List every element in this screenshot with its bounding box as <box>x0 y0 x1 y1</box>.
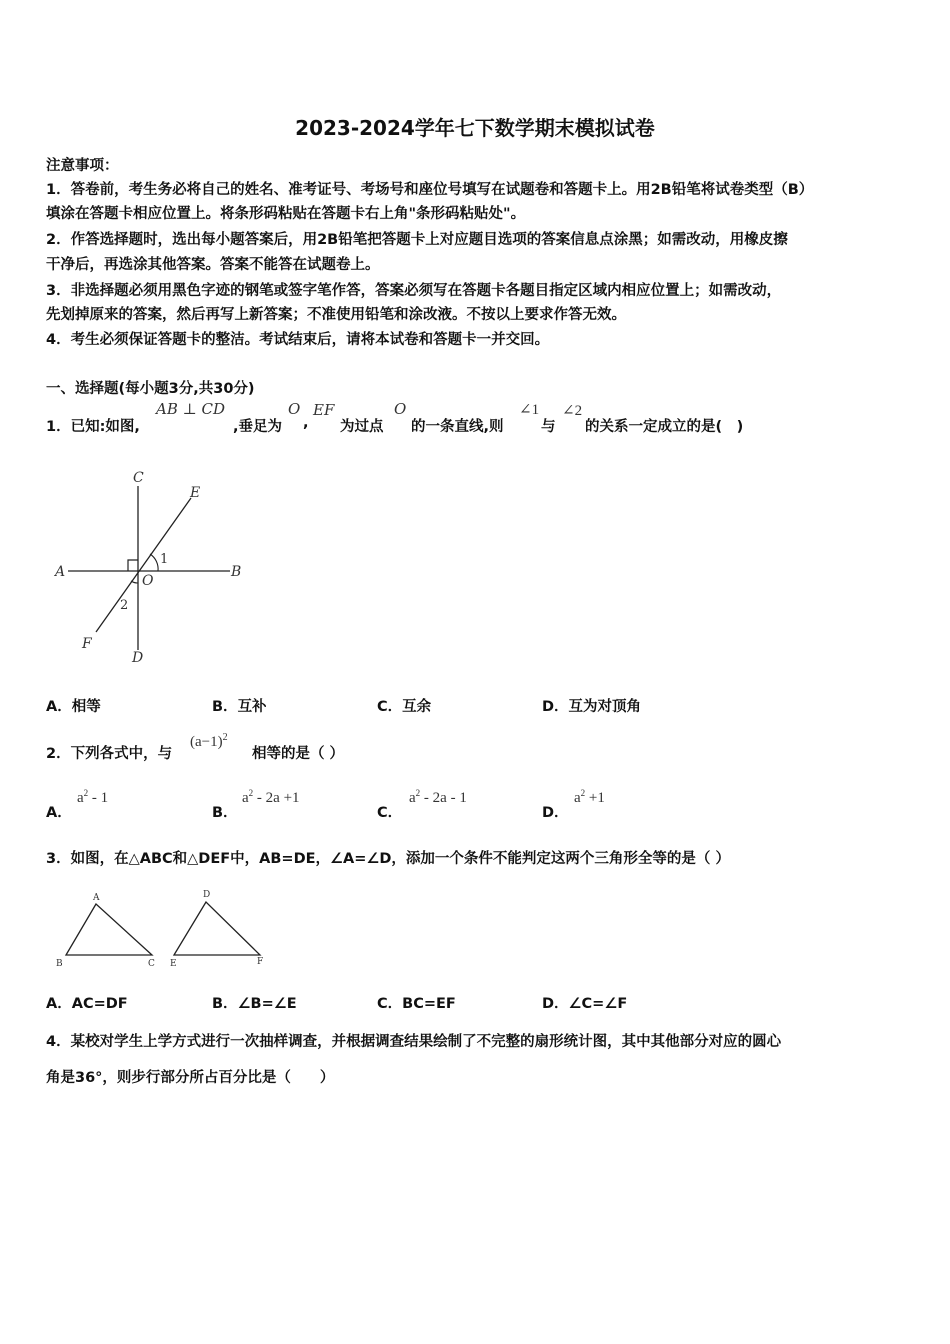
q2-text-2: 相等的是（ ） <box>252 746 345 762</box>
notice-line: 先划掉原来的答案，然后再写上新答案；不准使用铅笔和涂改液。不按以上要求作答无效。 <box>46 307 626 323</box>
q2-option-d-expr[interactable]: $a^2 +1$ <box>574 788 605 806</box>
q2-text-1: 2．下列各式中，与 <box>46 746 173 762</box>
tri-label-c: C <box>148 959 155 969</box>
label-f: F <box>82 636 92 652</box>
q1-text-6: 与 <box>541 419 556 435</box>
tri-label-f: F <box>257 957 264 967</box>
q1-math-ef: EF <box>313 401 335 419</box>
right-angle-mark <box>128 560 138 571</box>
q1-text-7: 的关系一定成立的是( ) <box>585 419 744 435</box>
q4-text-line-1: 4．某校对学生上学方式进行一次抽样调查，并根据调查结果绘制了不完整的扇形统计图，其中其他部分对应的圆心 <box>46 1034 782 1050</box>
q3-option-b[interactable]: B．∠B=∠E <box>212 996 297 1012</box>
notice-line: 4．考生必须保证答题卡的整洁。考试结束后，请将本试卷和答题卡一并交回。 <box>46 332 550 348</box>
q2-option-a-letter[interactable]: A． <box>46 805 72 821</box>
notice-line: 填涂在答题卡相应位置上。将条形码粘贴在答题卡右上角"条形码粘贴处"。 <box>46 206 526 222</box>
q1-text-5: 的一条直线,则 <box>411 419 504 435</box>
q1-math-o: O <box>288 400 301 418</box>
angle-2-arc <box>131 581 138 583</box>
q1-math-ab-perp-cd: AB ⊥ CD <box>156 400 226 418</box>
label-angle-2: 2 <box>120 598 129 613</box>
section-heading: 一、选择题(每小题3分,共30分) <box>46 381 255 397</box>
label-c: C <box>133 470 144 486</box>
tri-label-a: A <box>93 893 100 903</box>
triangle-def <box>174 902 260 955</box>
q1-text-2: ,垂足为 <box>233 419 283 435</box>
tri-label-e: E <box>170 959 177 969</box>
q3-option-c[interactable]: C．BC=EF <box>377 996 456 1012</box>
q1-math-angle2: ∠2 <box>562 403 583 419</box>
label-o: O <box>142 573 154 589</box>
q3-option-a[interactable]: A．AC=DF <box>46 996 128 1012</box>
q1-option-d[interactable]: D．互为对顶角 <box>542 699 642 715</box>
q2-option-d-letter[interactable]: D． <box>542 805 569 821</box>
page-title: 2023-2024学年七下数学期末模拟试卷 <box>295 116 655 140</box>
q1-text-3: , <box>303 415 309 431</box>
q4-text-line-2: 角是36°，则步行部分所占百分比是（ ） <box>46 1070 335 1086</box>
notice-heading: 注意事项： <box>46 158 119 174</box>
notice-line: 3．非选择题必须用黑色字迹的钢笔或签字笔作答，答案必须写在答题卡各题目指定区域内相应位置上；如需改动， <box>46 283 782 299</box>
line-ef <box>96 498 191 632</box>
q3-text: 3．如图，在△ABC和△DEF中，AB=DE，∠A=∠D，添加一个条件不能判定这两个三角形全等的是（ ） <box>46 851 730 867</box>
label-a: A <box>55 564 66 580</box>
q2-math-expression: $(a-1)^2$ <box>190 732 228 750</box>
q2-option-b-letter[interactable]: B． <box>212 805 238 821</box>
q1-option-a[interactable]: A．相等 <box>46 699 101 715</box>
tri-label-d: D <box>203 890 211 900</box>
q1-option-b[interactable]: B．互补 <box>212 699 267 715</box>
q1-text-1: 1．已知:如图, <box>46 419 140 435</box>
tri-label-b: B <box>56 959 63 969</box>
label-b: B <box>231 564 242 580</box>
q1-math-angle1: ∠1 <box>519 402 540 418</box>
q3-option-d[interactable]: D．∠C=∠F <box>542 996 628 1012</box>
q1-text-4: 为过点 <box>340 419 384 435</box>
label-e: E <box>190 485 201 501</box>
q2-option-b-expr[interactable]: $a^2 - 2a +1$ <box>242 788 300 806</box>
q2-option-a-expr[interactable]: $a^2 - 1$ <box>77 788 109 806</box>
q3-figure <box>48 886 278 972</box>
notice-line: 干净后，再选涂其他答案。答案不能答在试题卷上。 <box>46 257 380 273</box>
q2-option-c-expr[interactable]: $a^2 - 2a - 1$ <box>409 788 467 806</box>
label-angle-1: 1 <box>160 552 169 567</box>
angle-1-arc <box>150 554 158 571</box>
notice-line: 2．作答选择题时，选出每小题答案后，用2B铅笔把答题卡上对应题目选项的答案信息点涂黑；如需改动，用橡皮擦 <box>46 232 788 248</box>
q1-figure <box>40 460 270 675</box>
notice-line: 1．答卷前，考生务必将自己的姓名、准考证号、考场号和座位号填写在试题卷和答题卡上。用2B铅笔将试卷类型（B） <box>46 182 814 198</box>
q2-option-c-letter[interactable]: C． <box>377 805 403 821</box>
label-d: D <box>132 650 144 666</box>
q1-option-c[interactable]: C．互余 <box>377 699 432 715</box>
triangle-abc <box>66 904 152 955</box>
q1-math-o2: O <box>394 400 407 418</box>
